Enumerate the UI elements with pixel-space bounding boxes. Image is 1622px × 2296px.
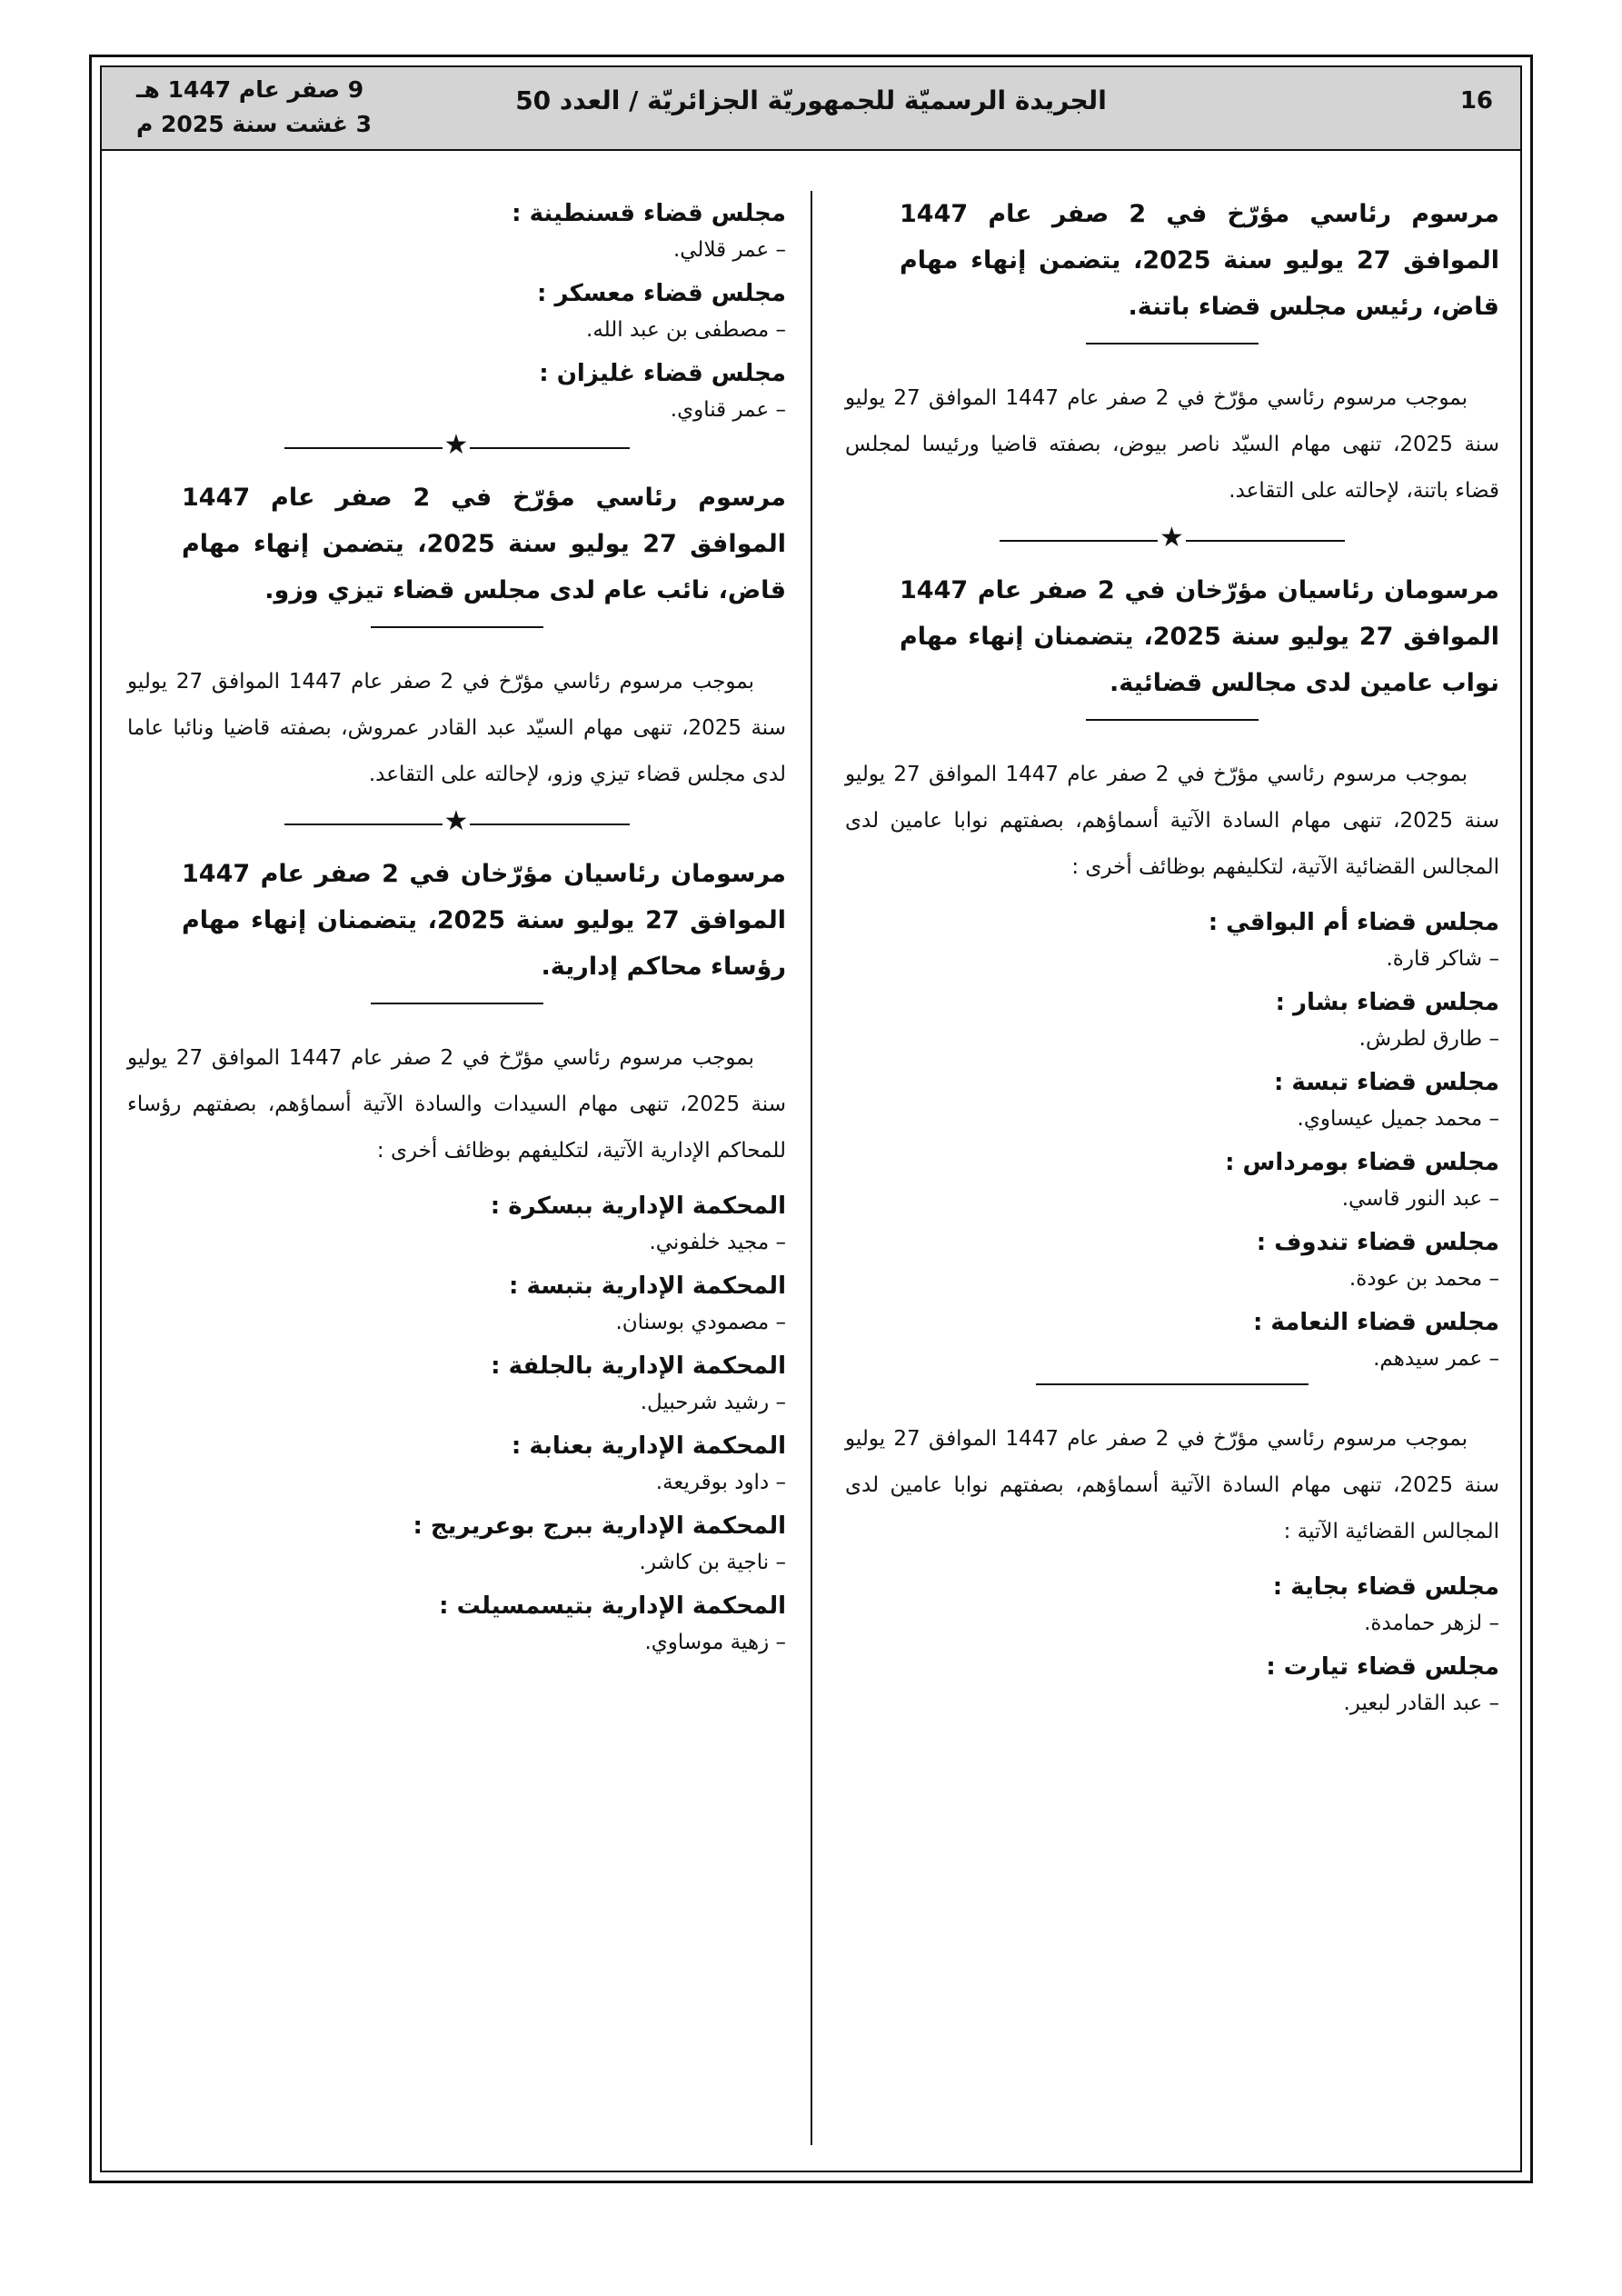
council-heading: مجلس قضاء غليزان : — [539, 360, 786, 387]
council-heading: مجلس قضاء تندوف : — [1256, 1229, 1499, 1256]
official-name: – عمر قلالي. — [672, 238, 786, 262]
column-divider — [811, 191, 812, 2145]
official-name: – عمر سيدهم. — [1373, 1347, 1499, 1371]
date-hijri: 9 صفر عام 1447 هـ — [136, 76, 364, 103]
decree2-title: مرسومان رئاسيان مؤرّخان في 2 صفر عام 1447 الموافق 27 يوليو سنة 2025، يتضمنان إنهاء مهام نواب عامين لدى مجالس قضائية. — [900, 576, 1499, 697]
council-heading: مجلس قضاء بومرداس : — [1225, 1149, 1499, 1176]
official-name: – داود بوقريعة. — [655, 1471, 786, 1494]
court-heading: المحكمة الإدارية ببرج بوعريريج : — [413, 1512, 786, 1540]
council-heading: مجلس قضاء تبسة : — [1273, 1069, 1499, 1096]
council-heading: مجلس قضاء بشار : — [1275, 989, 1499, 1016]
council-list-1 — [845, 909, 1499, 1371]
court-heading: المحكمة الإدارية بتيسمسيلت : — [439, 1592, 786, 1620]
decree3-title: مرسوم رئاسي مؤرّخ في 2 صفر عام 1447 الموافق 27 يوليو سنة 2025، يتضمن إنهاء مهام قاض، نائب عام لدى مجلس قضاء تيزي وزو. — [182, 484, 787, 604]
official-name: – محمد بن عودة. — [1348, 1267, 1499, 1291]
decree4-body: بموجب مرسوم رئاسي مؤرّخ في 2 صفر عام 1447 الموافق 27 يوليو سنة 2025، تنهى مهام السيدات والسادة الآتية أسماؤهم، بصفتهم رؤساء للمحاكم الإدارية الآتية، لتكليفهم بوظائف أخرى : — [127, 1046, 786, 1163]
star-separator — [127, 805, 786, 838]
left-column — [127, 182, 786, 1665]
court-heading: المحكمة الإدارية ببسكرة : — [490, 1193, 786, 1220]
court-heading: المحكمة الإدارية بعنابة : — [511, 1433, 786, 1460]
official-name: – شاكر قارة. — [1386, 947, 1499, 971]
official-name: – عبد النور قاسي. — [1341, 1187, 1499, 1211]
court-list — [127, 1193, 786, 1654]
title-rule — [371, 1003, 543, 1004]
section-rule — [1036, 1383, 1309, 1385]
council-heading: مجلس قضاء قسنطينة : — [512, 200, 786, 227]
decree4-title: مرسومان رئاسيان مؤرّخان في 2 صفر عام 1447 الموافق 27 يوليو سنة 2025، يتضمنان إنهاء مهام رؤساء محاكم إدارية. — [182, 860, 786, 981]
star-icon: ★ — [443, 429, 469, 461]
official-name: – رشيد شرحبيل. — [640, 1391, 786, 1414]
star-separator — [845, 522, 1499, 554]
council-heading: مجلس قضاء معسكر : — [537, 280, 786, 307]
decree3-body: بموجب مرسوم رئاسي مؤرّخ في 2 صفر عام 1447 الموافق 27 يوليو سنة 2025، تنهى مهام السيّد عبد القادر عمروش، بصفته قاضيا ونائبا عاما لدى مجلس قضاء تيزي وزو، لإحالته على التقاعد. — [127, 670, 786, 786]
page-number: 16 — [1459, 87, 1493, 115]
council-heading: مجلس قضاء النعامة : — [1252, 1309, 1499, 1336]
official-name: – طارق لطرش. — [1358, 1027, 1499, 1051]
official-name: – لزهر حمامدة. — [1364, 1612, 1499, 1635]
decree2-body1: بموجب مرسوم رئاسي مؤرّخ في 2 صفر عام 1447 الموافق 27 يوليو سنة 2025، تنهى مهام السادة الآتية أسماؤهم، بصفتهم نوابا عامين لدى المجالس القضائية الآتية، لتكليفهم بوظائف أخرى : — [845, 763, 1499, 879]
star-separator — [127, 429, 786, 462]
title-rule — [371, 626, 543, 628]
official-name: – مصمودي بوسنان. — [615, 1311, 786, 1334]
title-rule — [1086, 343, 1259, 344]
court-heading: المحكمة الإدارية بالجلفة : — [491, 1353, 786, 1380]
council-list-continued — [127, 200, 786, 422]
decree2-body2: بموجب مرسوم رئاسي مؤرّخ في 2 صفر عام 1447 الموافق 27 يوليو سنة 2025، تنهى مهام السادة الآتية أسماؤهم، بصفتهم نوابا عامين لدى المجالس القضائية الآتية : — [845, 1427, 1499, 1543]
council-heading: مجلس قضاء أم البواقي : — [1208, 909, 1499, 936]
court-heading: المحكمة الإدارية بتبسة : — [509, 1273, 786, 1300]
official-name: – عمر قناوي. — [670, 398, 786, 422]
page-header — [102, 67, 1520, 151]
council-heading: مجلس قضاء تيارت : — [1266, 1653, 1499, 1681]
official-name: – مجيد خلفوني. — [649, 1231, 786, 1254]
right-column — [845, 182, 1499, 1726]
official-name: – مصطفى بن عبد الله. — [586, 318, 786, 342]
decree1-body: بموجب مرسوم رئاسي مؤرّخ في 2 صفر عام 1447 الموافق 27 يوليو سنة 2025، تنهى مهام السيّد ناصر بيوض، بصفته قاضيا ورئيسا لمجلس قضاء باتنة، لإحالته على التقاعد. — [845, 386, 1500, 503]
council-heading: مجلس قضاء بجاية : — [1272, 1573, 1499, 1601]
journal-title: الجريدة الرسميّة للجمهوريّة الجزائريّة / العدد 50 — [515, 85, 1107, 115]
header-dates — [136, 73, 372, 142]
council-list-2 — [845, 1573, 1499, 1715]
official-name: – زهية موساوي. — [644, 1631, 786, 1654]
date-gregorian: 3 غشت سنة 2025 م — [136, 111, 373, 137]
official-name: – عبد القادر لبعير. — [1343, 1692, 1499, 1715]
decree1-title: مرسوم رئاسي مؤرّخ في 2 صفر عام 1447 الموافق 27 يوليو سنة 2025، يتضمن إنهاء مهام قاض، رئيس مجلس قضاء باتنة. — [900, 200, 1500, 321]
star-icon: ★ — [1159, 522, 1184, 554]
official-name: – محمد جميل عيساوي. — [1297, 1107, 1499, 1131]
title-rule — [1086, 719, 1259, 721]
star-icon: ★ — [443, 805, 469, 837]
official-name: – ناجية بن كاشر. — [639, 1551, 786, 1574]
